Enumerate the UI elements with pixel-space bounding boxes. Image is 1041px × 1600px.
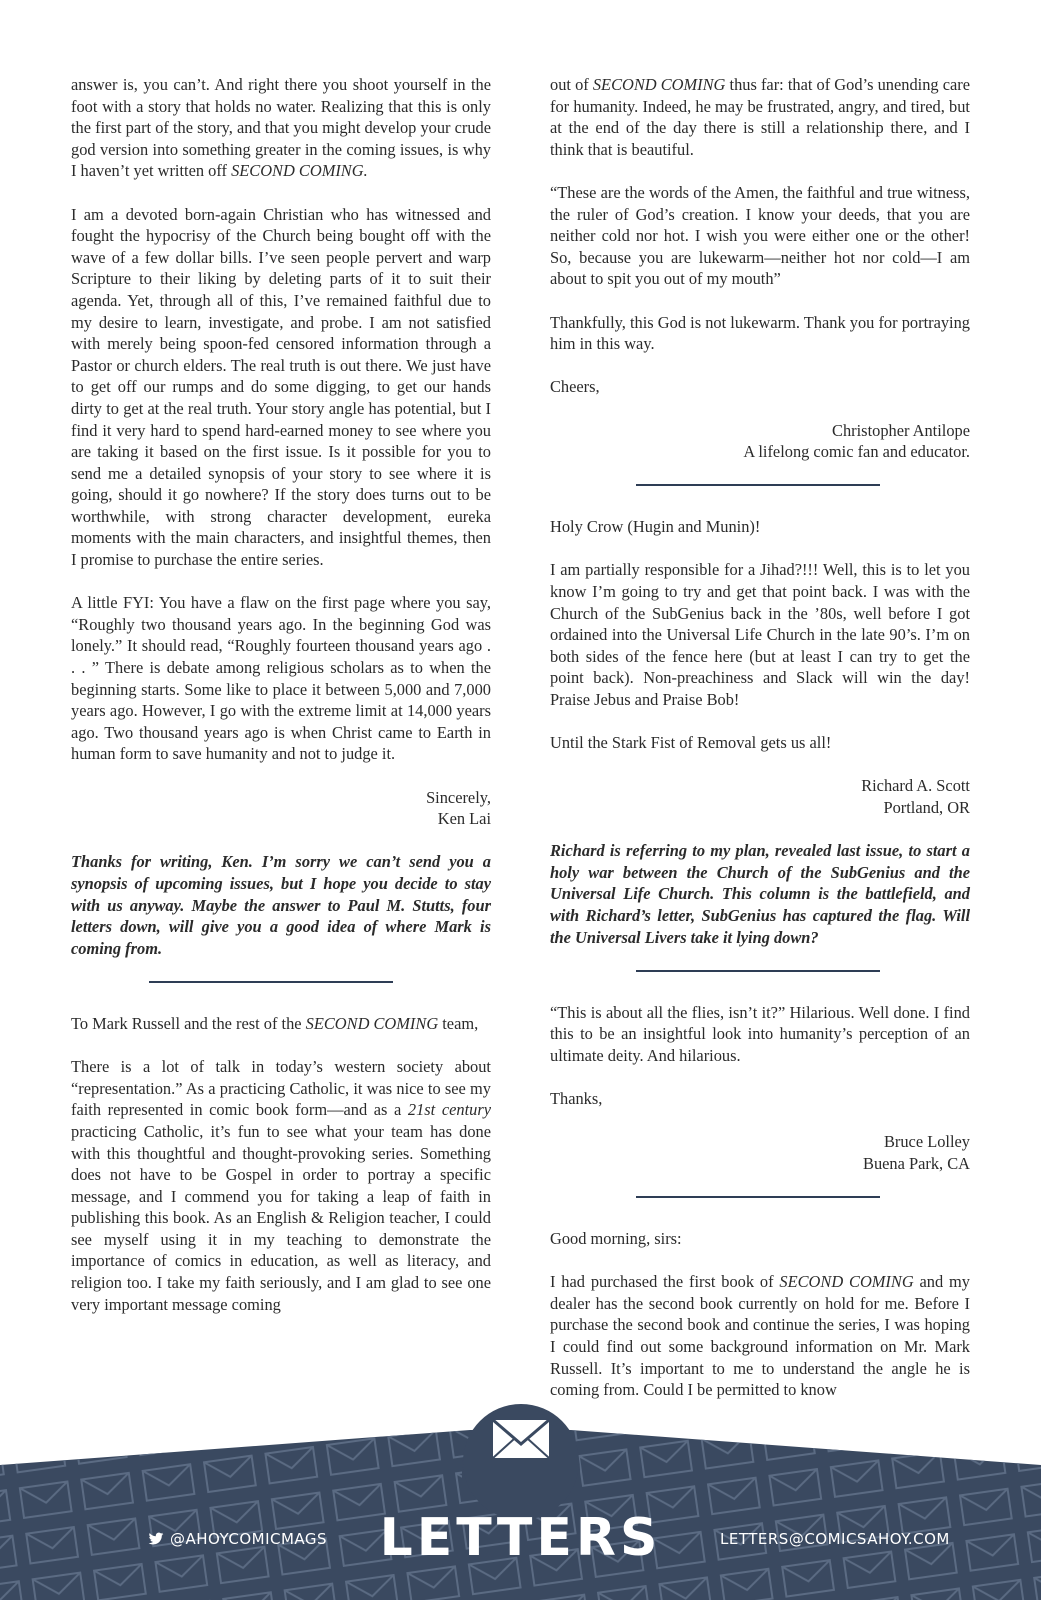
section-divider xyxy=(149,981,393,983)
letter3-salutation: Holy Crow (Hugin and Munin)! xyxy=(550,517,761,537)
left-column xyxy=(71,74,491,1315)
envelope-icon xyxy=(493,1420,549,1458)
letter1-paragraph-1: answer is, you can’t. And right there you shoot yourself in the foot with a story that holds no water. Realizing that this is only the first part of the story, and that you might develop your crude god version into something greater in the coming issues, is why I haven’t yet written off SECOND COMING. xyxy=(71,75,491,181)
letter5-paragraph-1: I had purchased the first book of SECOND COMING and my dealer has the second book currently on hold for me. Before I purchase the second book and continue the series, I was hoping I could find out some background information on Mr. Mark Russell. It’s important to me to understand the angle he is coming from. Could I be permitted to know xyxy=(550,1272,970,1400)
letter2-closing: Cheers, xyxy=(550,377,600,397)
letters-title: LETTERS xyxy=(379,1508,662,1568)
letter3-paragraph-1: I am partially responsible for a Jihad?!!! Well, this is to let you know I’m going to try and get that point back. I was with the Church of the SubGenius back in the ’80s, well before I got ordained into the Universal Life Church in the late 90’s. I’m on both sides of the fence here (but at least I can try to get the point back). Non-preachiness and Slack will win the day! Praise Jebus and Praise Bob! xyxy=(550,560,970,710)
letter2-paragraph-1: There is a lot of talk in today’s western society about “representation.” As a practicing Catholic, it was nice to see my faith represented in comic book form—and as a 21st century practicing Catholic, it’s fun to see what your team has done with this thoughtful and thought-provoking series. Something does not have to be Gospel in order to portray a specific message, and I commend you for taking a leap of faith in publishing this book. As an English & Religion teacher, I could see myself using it in my teaching to demonstrate the importance of comics in education, as well as literacy, and religion too. I take my faith seriously, and I am glad to see one very important message coming xyxy=(71,1057,491,1314)
twitter-handle[interactable]: @AHOYCOMICMAGS xyxy=(170,1530,328,1548)
letter2-salutation: To Mark Russell and the rest of the SECOND COMING team, xyxy=(71,1013,479,1033)
letter1-paragraph-2: I am a devoted born-again Christian who has witnessed and fought the hypocrisy of the Church being bought off with the wave of a few dollar bills. I’ve seen people pervert and warp Scripture to their liking by deleting parts of it to suit their agenda. Yet, through all of this, I’ve remained faithful due to my desire to learn, investigate, and probe. I am not satisfied with merely being spoon-fed censored information through a Pastor or church elders. The real truth is out there. We just have to get off our rumps and do some digging, to get our hands dirty to get at the real truth. Your story angle has potential, but I find it very hard to spend hard-earned money to see where you are taking it based on the first issue. Is it possible for you to send me a detailed synopsis of your story to see where it is going, should it go nowhere? If the story does turns out to be worthwhile, with strong character development, eureka moments with the main characters, and insightful themes, then I promise to purchase the entire series. xyxy=(71,204,491,570)
section-divider xyxy=(636,484,880,486)
section-divider xyxy=(636,1196,880,1198)
letter5-salutation: Good morning, sirs: xyxy=(550,1229,682,1249)
letter3-paragraph-2: Until the Stark Fist of Removal gets us all! xyxy=(550,733,832,753)
section-divider xyxy=(636,970,880,972)
letter4-closing: Thanks, xyxy=(550,1089,603,1109)
author-name: Christopher Antilope xyxy=(832,420,970,440)
letter4-signature xyxy=(550,1131,970,1174)
editor-reply-3: Richard is referring to my plan, revealed last issue, to start a holy war between the Church of the SubGenius and the Universal Life Church. This column is the battlefield, and with Richard’s letter, SubGenius has captured the flag. Will the Universal Livers take it lying down? xyxy=(550,841,970,947)
letter2-paragraph-3: Thankfully, this God is not lukewarm. Thank you for portraying him in this way. xyxy=(550,312,970,354)
right-column xyxy=(550,74,970,1401)
author-location: Buena Park, CA xyxy=(863,1153,970,1173)
author-name: Richard A. Scott xyxy=(861,776,970,796)
author-description: A lifelong comic fan and educator. xyxy=(743,442,970,462)
author-name: Ken Lai xyxy=(437,809,491,829)
letter2-signature xyxy=(550,420,970,463)
closing: Sincerely, xyxy=(426,787,491,807)
letter1-paragraph-3: A little FYI: You have a flaw on the first page where you say, “Roughly two thousand years ago. In the beginning God was lonely.” It should read, “Roughly fourteen thousand years ago . . . ” There is debate among religious scholars as to when the beginning starts. Some like to place it between 5,000 and 7,000 years ago. However, I go with the extreme limit at 14,000 years ago. Two thousand years ago is when Christ came to Earth in human form to save humanity and not to judge it. xyxy=(71,593,491,764)
author-location: Portland, OR xyxy=(883,798,970,817)
email-link[interactable]: LETTERS@COMICSAHOY.COM xyxy=(720,1530,950,1548)
letter2-quote: “These are the words of the Amen, the faithful and true witness, the ruler of God’s creation. I know your deeds, that you are neither cold nor hot. I wish you were either one or the other! So, because you are lukewarm—neither hot nor cold—I am about to spit you out of my mouth” xyxy=(550,182,970,289)
letter2-paragraph-2: out of SECOND COMING thus far: that of God’s unending care for humanity. Indeed, he may be frustrated, angry, and tired, but at the end of the day there is still a relationship there, and I think that is beautiful. xyxy=(550,75,971,159)
letter4-paragraph-1: “This is about all the flies, isn’t it?” Hilarious. Well done. I find this to be an insightful look into humanity’s perception of an ultimate deity. And hilarious. xyxy=(550,1002,970,1065)
letters-footer-banner xyxy=(0,1390,1041,1600)
letter3-signature xyxy=(550,775,970,818)
author-name: Bruce Lolley xyxy=(883,1132,970,1152)
editor-reply-1: Thanks for writing, Ken. I’m sorry we can’t send you a synopsis of upcoming issues, but I hope you decide to stay with us anyway. Maybe the answer to Paul M. Stutts, four letters down, will give you a good idea of where Mark is coming from. xyxy=(71,852,491,958)
letter1-signature xyxy=(71,787,491,830)
banner-background xyxy=(0,1390,1041,1600)
